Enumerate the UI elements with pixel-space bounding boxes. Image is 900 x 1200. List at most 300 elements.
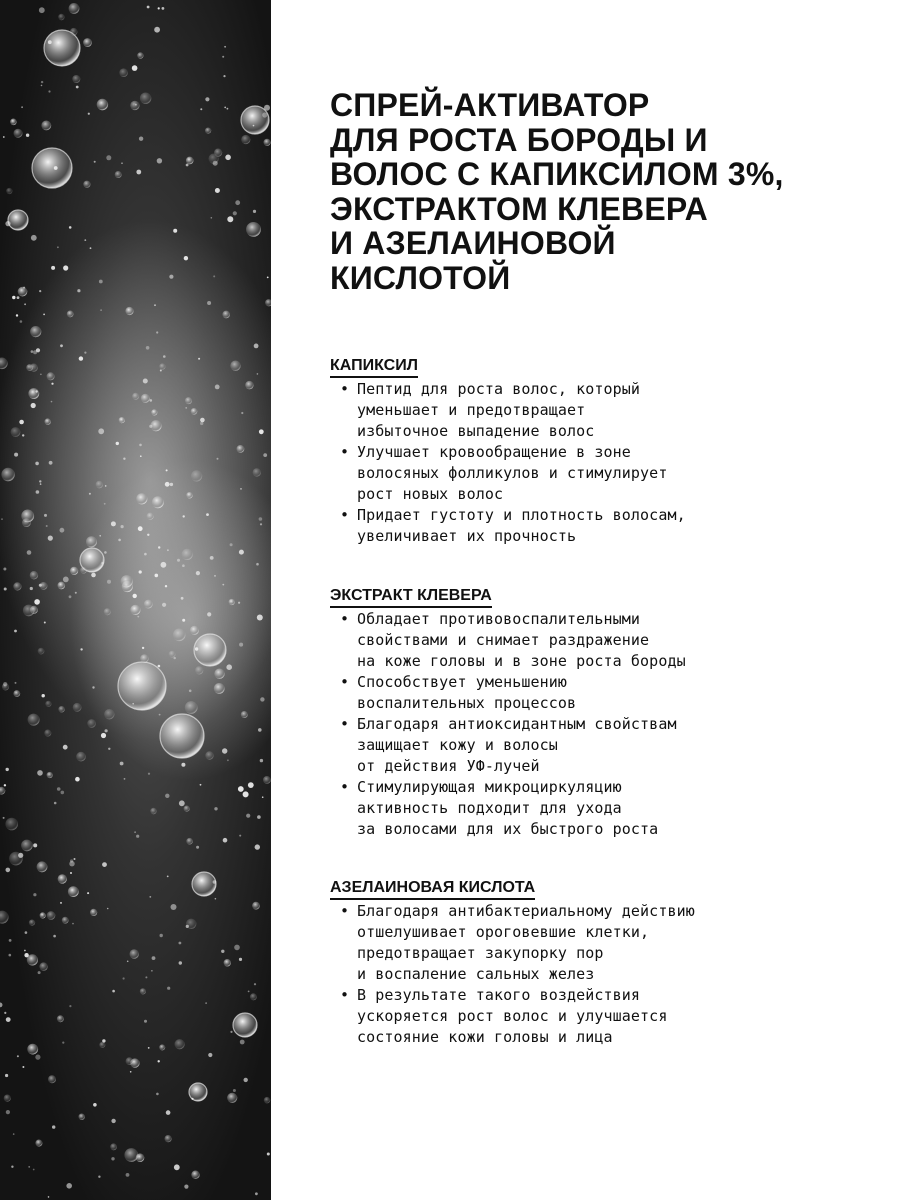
bubble [155,574,159,578]
bubble [98,1176,100,1178]
bubble [92,686,94,688]
bubble [41,85,43,87]
bubble [33,350,37,354]
bubble [260,523,262,525]
bubble [190,626,199,635]
bubble [146,346,150,350]
bubble [33,893,36,896]
bullet-icon: • [340,902,350,920]
bubble [160,714,204,758]
bubble [151,409,157,415]
bubble [130,605,140,615]
bubble [214,575,216,577]
bubble [87,892,89,894]
bubble [90,909,97,916]
bubble [44,514,47,517]
bullet-icon: • [340,506,350,524]
bubble [14,630,17,633]
bubble [36,390,38,392]
bubble [158,1060,160,1062]
bubble [40,912,46,918]
bubble [4,784,6,786]
list-item: • Обладает противовоспалительными свойствами и снимает раздражение на коже головы и в зоне роста бороды [340,610,686,670]
bubble [1,518,3,520]
bubble [22,1066,24,1068]
bubble [5,818,18,831]
bubble [27,550,32,555]
bubble [102,862,107,867]
bubble [30,587,33,590]
bubble [100,309,102,311]
bubble [40,374,42,376]
bubble [6,868,11,873]
bubble [227,108,229,110]
bubble [160,934,163,937]
bubble [125,307,133,315]
bubble [157,158,162,163]
bubble [136,493,147,504]
bubble [123,458,125,460]
bubble [75,592,77,594]
bubble [76,86,79,89]
bubble [88,113,90,115]
bubble [262,796,264,798]
list-item: • В результате такого воздействия ускоряется рост волос и улучшается состояние кожи головы и лица [340,986,668,1046]
bubble [16,314,18,316]
bubble [165,585,167,587]
bubble [130,949,139,958]
bubble [235,200,240,205]
list-item: • Улучшает кровообращение в зоне волосяных фолликулов и стимулирует рост новых волос [340,443,668,503]
bubble [137,52,143,58]
bubble [44,30,80,66]
bubble [139,137,143,141]
bubble [106,155,111,160]
bubble [148,773,150,775]
bubble [107,908,109,910]
bubble [51,383,53,385]
bubble [43,314,45,316]
bubble [138,526,143,531]
bubble [245,381,253,389]
bubble [173,229,177,233]
bubble [112,990,115,993]
bubble [159,1044,165,1050]
bubble [111,1157,114,1160]
bubble [40,582,48,590]
bubble [99,280,103,284]
bubble [222,311,230,319]
bubble [158,546,160,548]
bubble [124,1148,138,1162]
bubble [198,358,200,360]
bubble [214,669,224,679]
bubble [137,616,139,618]
bubble [41,81,43,83]
bubble [196,846,199,849]
list-item: • Благодаря антибактериальному действию отшелушивает ороговевшие клетки, предотвращает закупорку пор и воспаление сальных желез [340,902,695,983]
bubble [5,1074,8,1077]
bubble [3,136,5,138]
bubble [52,1125,55,1128]
bubble [84,352,86,354]
bubble [84,239,86,241]
bubble [58,706,64,712]
bubble [76,752,86,762]
bubble [118,662,166,710]
bubble [207,612,211,616]
bullet-list-clover-extract [330,609,875,840]
section-heading-clover-extract: ЭКСТРАКТ КЛЕВЕРА [330,586,492,608]
bubble [23,605,35,617]
bubble [210,556,214,560]
bullet-icon: • [340,715,350,733]
bubble [116,442,119,445]
bubble [49,461,53,465]
bubble [101,562,103,564]
bubble [11,1166,13,1168]
bubble [263,453,267,457]
bubble [87,719,96,728]
bubble [1,468,14,481]
bubble [186,164,189,167]
section-heading-azelaic-acid: АЗЕЛАИНОВАЯ КИСЛОТА [330,878,535,900]
bubble [70,28,78,36]
bubble [154,304,156,306]
bubble [2,683,9,690]
bubble [33,843,37,847]
bubble [253,210,256,213]
bubble [154,27,160,33]
bubble [48,40,52,44]
bubble [191,470,202,481]
bubble [167,549,169,551]
bubble [145,976,147,978]
bubble [186,157,194,165]
bubble [241,106,269,134]
bubble [37,770,43,776]
bubble [108,748,110,750]
bubble [184,256,188,260]
bubble [213,880,217,884]
bubble [182,549,193,560]
bubble [39,962,47,970]
bubble [165,794,169,798]
bubble [130,1071,132,1073]
bubble [22,434,24,436]
bubble [224,959,231,966]
bubble [140,455,142,457]
bubble [21,840,33,852]
bubble [80,648,82,650]
bubble [167,876,169,878]
bubble [239,643,243,647]
section-clover-extract [330,586,875,840]
bubble [4,1012,6,1014]
bubble [58,874,67,883]
bubble [224,46,226,48]
bubble [147,6,150,9]
bubble [177,559,180,562]
bubble [234,945,240,951]
bubble [238,786,244,792]
bubble [104,503,106,505]
bubble [57,246,59,248]
bubble [70,872,72,874]
bubble [143,379,148,384]
bubble [47,372,55,380]
page-title: СПРЕЙ-АКТИВАТОР ДЛЯ РОСТА БОРОДЫ И ВОЛОС С КАПИКСИЛОМ 3%, ЭКСТРАКТОМ КЛЕВЕРА И АЗЕЛАИНОВОЙ КИСЛОТОЙ [330,87,784,296]
bubble [189,690,192,693]
bubble [115,171,122,178]
bubble [205,97,209,101]
bubble [167,987,170,990]
bubble [185,701,198,714]
bubble [28,1166,30,1168]
bubble [34,599,40,605]
bubble [39,480,41,482]
bubble [262,112,267,117]
bubble [39,290,41,292]
bubble [183,515,185,517]
bubble [134,831,136,833]
bubble [32,148,72,188]
bubble [73,703,82,712]
bullet-icon: • [340,778,350,796]
bubble [72,923,74,925]
bubble [161,562,167,568]
bubble [120,762,124,766]
bubble [223,838,228,843]
bubble [159,363,165,369]
bubble [91,573,96,578]
bubble [97,99,108,110]
bubble [35,462,39,466]
bubble [226,664,232,670]
bubble [194,634,226,666]
bubble [144,553,147,556]
bubble [254,344,259,349]
bubble [47,911,56,920]
bubble [136,835,139,838]
bubble [150,808,156,814]
bubble [195,666,203,674]
bubble [196,571,200,575]
bubble [104,709,114,719]
bubble [200,784,202,786]
bubble [233,211,237,215]
bubble [17,296,20,299]
bubble [206,513,209,516]
bubble [222,584,224,586]
bubble [259,517,263,521]
bullet-icon: • [340,610,350,628]
bubble [105,729,108,732]
bubble [45,701,51,707]
bubble [89,493,91,495]
bubble [48,1075,56,1083]
bubble [54,802,57,805]
bubble [139,570,142,573]
bubble [182,619,185,622]
bubble [223,75,225,77]
bubble [67,311,74,318]
bubble [215,188,220,193]
bubble [111,521,116,526]
bubble [205,128,211,134]
bubble [60,528,65,533]
bubble [248,782,254,788]
bubble [14,453,18,457]
bubble [6,768,9,771]
bubble [10,119,17,126]
bubble [6,1110,10,1114]
bubble [51,401,53,403]
bubble [160,370,162,372]
bubble [148,1047,150,1049]
bubble [230,543,233,546]
bubble [135,104,137,106]
list-item: • Стимулирующая микроциркуляцию активность подходит для ухода за волосами для их быстрого роста [340,778,659,838]
bubble [267,277,269,279]
bubble [163,355,166,358]
bubble [186,919,196,929]
bubble [233,1013,257,1037]
bubble [9,939,12,942]
bubble [200,418,205,423]
bubble [124,778,126,780]
list-item: • Способствует уменьшению воспалительных процессов [340,673,577,712]
bubble [48,1196,50,1198]
bubble [121,162,123,164]
bubble [222,748,227,753]
bubble [255,1192,258,1195]
bubble [185,407,187,409]
bubble [132,393,139,400]
bubble [6,188,12,194]
bubble [165,482,170,487]
bubble [140,654,149,663]
bubble [30,326,41,337]
bubble [208,1053,212,1057]
bubble [169,275,173,279]
bubble [58,14,64,20]
bubble [121,575,133,587]
bubble [151,970,153,972]
bubble [66,1183,72,1189]
bubble [86,536,97,547]
bubble [69,1005,71,1007]
bubble [230,1031,232,1033]
bullet-icon: • [340,380,350,398]
bullet-list-azelaic-acid [330,901,875,1048]
bubble [175,1039,185,1049]
bubble [239,958,242,961]
section-azelaic-acid [330,878,875,1048]
bubble [162,603,166,607]
bubble [38,648,45,655]
bubble [69,3,80,14]
bubble [179,961,182,964]
section-heading-capixyl: КАПИКСИЛ [330,356,418,378]
bubble [51,266,55,270]
bubble [240,1040,245,1045]
bubble [79,1114,85,1120]
bubble [3,817,5,819]
bubble [118,539,121,542]
bubble [166,469,168,471]
bubble [248,991,250,993]
bubble [83,38,92,47]
bubble [246,814,250,818]
bubble [147,534,149,536]
bubble [171,904,177,910]
bubble [3,568,6,571]
bubble [191,1171,199,1179]
bubble [8,210,28,230]
bubble [192,872,216,896]
bubble [58,582,66,590]
bubble [13,690,20,697]
section-capixyl [330,356,875,547]
bubble [136,1153,145,1162]
bubble [214,683,225,694]
bubble [225,155,231,161]
bubble [25,931,28,934]
bubble [238,602,240,604]
bubble [144,1020,147,1023]
bubble [239,550,244,555]
bubble [28,388,39,399]
bubble [215,385,220,390]
bubble [70,859,73,862]
bubble [191,1098,193,1100]
bubble [205,1002,207,1004]
bubble [31,403,36,408]
bubble [24,303,26,305]
bubble [159,714,161,716]
bubble [61,791,65,795]
bubble [31,235,37,241]
bubble [264,139,271,146]
bubble [227,759,229,761]
bubble [69,595,72,598]
bubble [132,703,134,705]
bubble [60,344,63,347]
bubble [126,1057,134,1065]
bubble [90,247,92,249]
bubble [264,1097,270,1103]
bubble [121,525,124,528]
bubble [246,222,261,237]
list-item: • Пептид для роста волос, который уменьшает и предотвращает избыточное выпадение волос [340,380,641,440]
bubble [14,129,23,138]
bubble [9,954,12,957]
bubble [63,265,68,270]
bubble [185,397,192,404]
bubble [255,844,260,849]
bubble [222,56,224,58]
bubble [258,728,262,732]
bubble [149,896,151,898]
bubble [141,394,150,403]
bubble [37,861,48,872]
bubble [244,1078,248,1082]
bubble [101,733,106,738]
bubble [200,108,202,110]
bubble [239,835,241,837]
bubble [30,571,38,579]
